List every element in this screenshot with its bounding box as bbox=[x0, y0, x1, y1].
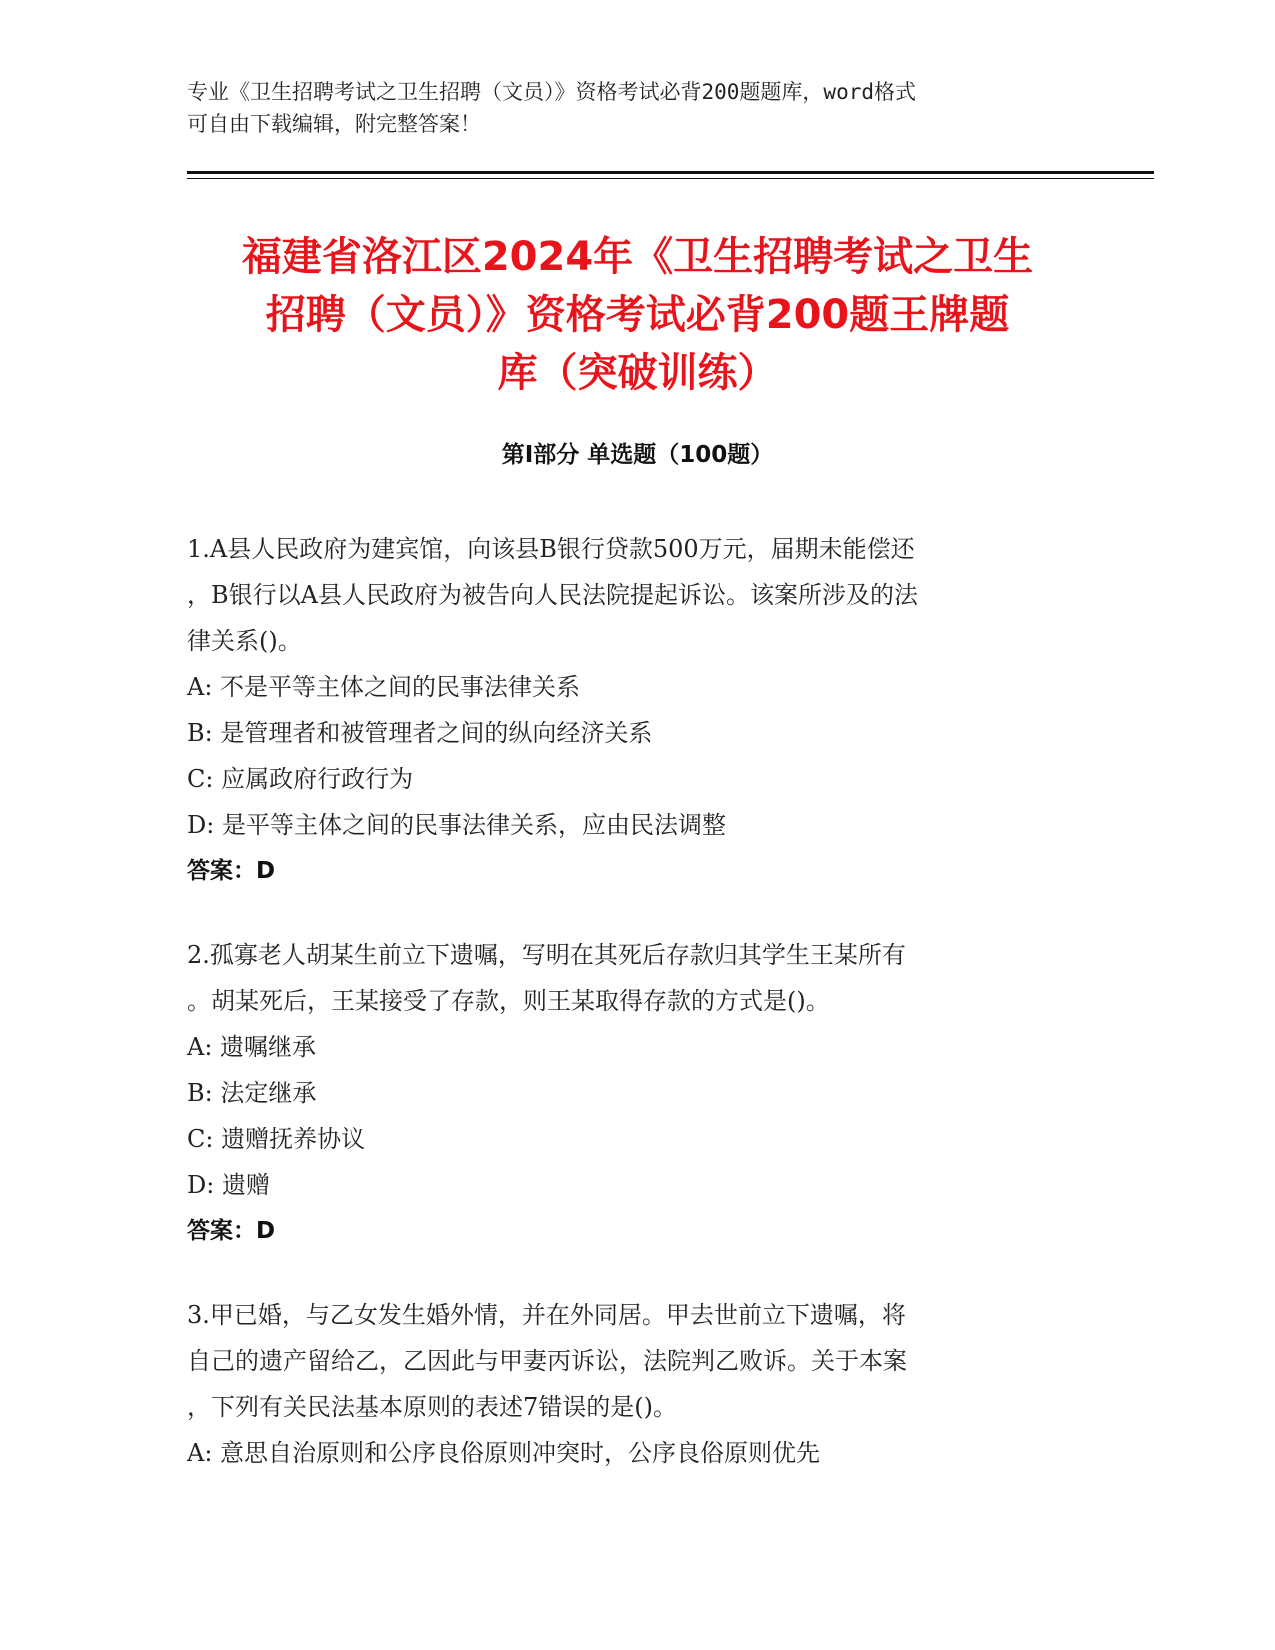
document-title bbox=[130, 228, 1145, 402]
option-b: B: 法定继承 bbox=[187, 1079, 317, 1107]
option-d: D: 是平等主体之间的民事法律关系，应由民法调整 bbox=[187, 811, 726, 839]
question-stem-line: 1.A县人民政府为建宾馆，向该县B银行贷款500万元，届期未能偿还 bbox=[187, 535, 915, 563]
header-note-line-1: 专业《卫生招聘考试之卫生招聘（文员）》资格考试必背200题题库，word格式 bbox=[187, 80, 916, 104]
option-a: A: 意思自治原则和公序良俗原则冲突时，公序良俗原则优先 bbox=[187, 1439, 821, 1467]
header-rule-thin bbox=[187, 178, 1154, 179]
option-c: C: 遗赠抚养协议 bbox=[187, 1125, 366, 1153]
question-stem-line: 。胡某死后，王某接受了存款，则王某取得存款的方式是()。 bbox=[187, 987, 830, 1015]
header-note bbox=[187, 76, 1067, 140]
question-3 bbox=[187, 1292, 1087, 1476]
question-2 bbox=[187, 932, 1087, 1254]
option-a: A: 不是平等主体之间的民事法律关系 bbox=[187, 673, 581, 701]
question-stem-line: 律关系()。 bbox=[187, 627, 302, 655]
title-line-2: 招聘（文员）》资格考试必背200题王牌题 bbox=[265, 292, 1010, 338]
header-rule-thick bbox=[187, 171, 1154, 174]
question-stem-line: 2.孤寡老人胡某生前立下遗嘱，写明在其死后存款归其学生王某所有 bbox=[187, 941, 906, 969]
option-d: D: 遗赠 bbox=[187, 1171, 270, 1199]
section-title: 第Ⅰ部分 单选题（100题） bbox=[501, 442, 774, 468]
question-1 bbox=[187, 526, 1087, 894]
title-line-1: 福建省洛江区2024年《卫生招聘考试之卫生 bbox=[241, 234, 1034, 280]
answer-label: 答案：D bbox=[187, 858, 276, 884]
option-a: A: 遗嘱继承 bbox=[187, 1033, 317, 1061]
title-line-3: 库（突破训练） bbox=[497, 350, 778, 396]
option-c: C: 应属政府行政行为 bbox=[187, 765, 414, 793]
question-stem-line: ，下列有关民法基本原则的表述7错误的是()。 bbox=[187, 1393, 677, 1421]
option-b: B: 是管理者和被管理者之间的纵向经济关系 bbox=[187, 719, 653, 747]
answer-label: 答案：D bbox=[187, 1218, 276, 1244]
header-note-line-2: 可自由下载编辑，附完整答案！ bbox=[187, 112, 481, 136]
question-stem-line: 3.甲已婚，与乙女发生婚外情，并在外同居。甲去世前立下遗嘱，将 bbox=[187, 1301, 906, 1329]
question-stem-line: 自己的遗产留给乙，乙因此与甲妻丙诉讼，法院判乙败诉。关于本案 bbox=[187, 1347, 907, 1375]
question-stem-line: ，B银行以A县人民政府为被告向人民法院提起诉讼。该案所涉及的法 bbox=[187, 581, 918, 609]
